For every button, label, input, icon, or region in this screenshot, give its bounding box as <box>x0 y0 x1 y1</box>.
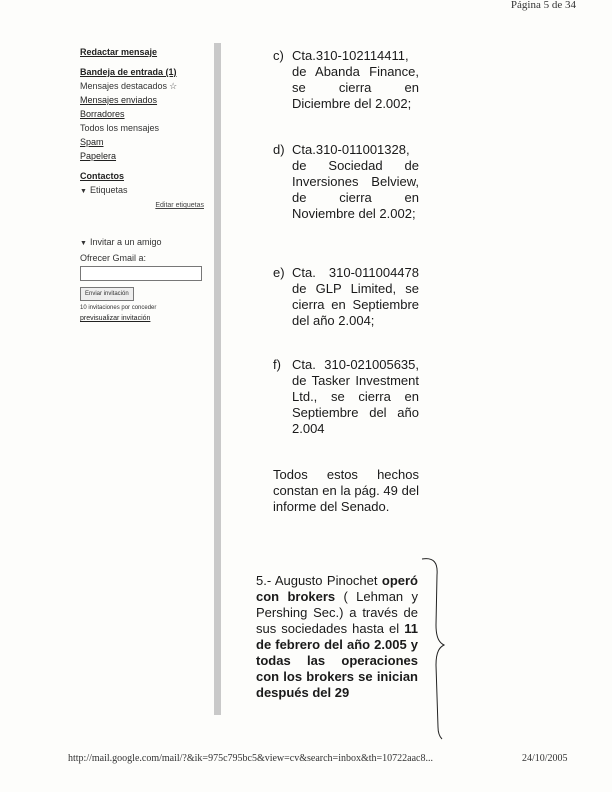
sidebar-item-starred-label: Mensajes destacados <box>80 81 168 91</box>
sidebar-item-drafts[interactable]: Borradores <box>80 109 125 119</box>
invite-email-input[interactable] <box>80 266 202 281</box>
summary-paragraph: Todos estos hechos constan en la pág. 49 del informe del Senado. <box>273 467 419 514</box>
invites-remaining: 10 invitaciones por conceder <box>80 305 157 311</box>
list-item <box>273 357 419 437</box>
preview-invite-link[interactable]: previsualizar invitación <box>80 315 151 322</box>
list-item <box>273 142 419 222</box>
item-letter: d) <box>273 142 285 157</box>
list-item <box>273 265 419 329</box>
footer-date: 24/10/2005 <box>522 753 568 764</box>
handwritten-bracket <box>420 555 450 740</box>
labels-toggle[interactable] <box>80 183 210 199</box>
list-item <box>273 48 419 112</box>
item-text: Cta.310-102114411, de Abanda Finance, se cierra en Diciembre del 2.002; <box>292 48 419 111</box>
star-icon: ☆ <box>169 81 178 91</box>
item-text: Cta. 310-011004478 de GLP Limited, se cierra en Septiembre del año 2.004; <box>292 265 419 328</box>
sidebar-item-all-mail[interactable]: Todos los mensajes <box>80 123 160 133</box>
sidebar-item-sent[interactable]: Mensajes enviados <box>80 95 158 105</box>
item-text: Cta.310-011001328, de Sociedad de Inversiones Belview, de cierra en Noviembre del 2.002; <box>292 142 419 221</box>
point-5-text: ( Lehman y Pershing Sec.) a través de sus sociedades hasta el <box>256 589 418 636</box>
invite-toggle[interactable] <box>80 235 210 251</box>
triangle-down-icon: ▼ <box>80 240 87 247</box>
compose-link[interactable]: Redactar mensaje <box>80 47 158 57</box>
footer-url: http://mail.google.com/mail/?&ik=975c795bc5&view=cv&search=inbox&th=10722aac8... <box>68 753 433 764</box>
sidebar-item-starred[interactable] <box>80 79 210 93</box>
point-5-bold-text: 11 de febrero del año 2.005 y todas las operaciones con los brokers se inician después del 29 <box>256 621 418 700</box>
triangle-down-icon: ▼ <box>80 188 87 195</box>
contacts-link[interactable]: Contactos <box>80 171 125 181</box>
item-letter: e) <box>273 265 285 280</box>
sidebar-item-inbox[interactable]: Bandeja de entrada (1) <box>80 67 177 77</box>
point-5-bold-text: operó con brokers <box>256 573 418 604</box>
sidebar-divider <box>214 43 221 715</box>
spacer <box>80 213 210 235</box>
item-letter: c) <box>273 48 284 63</box>
point-5-text: 5.- Augusto Pinochet <box>256 573 382 588</box>
send-invite-button[interactable]: Enviar invitación <box>80 287 134 301</box>
labels-heading: Etiquetas <box>89 185 128 195</box>
sidebar-item-trash[interactable]: Papelera <box>80 151 117 161</box>
invite-prompt: Ofrecer Gmail a: <box>80 253 147 263</box>
point-5-paragraph <box>256 573 418 701</box>
gmail-sidebar <box>80 45 210 326</box>
item-letter: f) <box>273 357 281 372</box>
invite-heading: Invitar a un amigo <box>89 237 162 247</box>
page-number: Página 5 de 34 <box>510 0 576 11</box>
edit-labels-link[interactable]: Editar etiquetas <box>155 202 204 209</box>
item-text: Cta. 310-021005635, de Tasker Investment Ltd., se cierra en Septiembre del año 2.004 <box>292 357 419 436</box>
sidebar-item-spam[interactable]: Spam <box>80 137 104 147</box>
